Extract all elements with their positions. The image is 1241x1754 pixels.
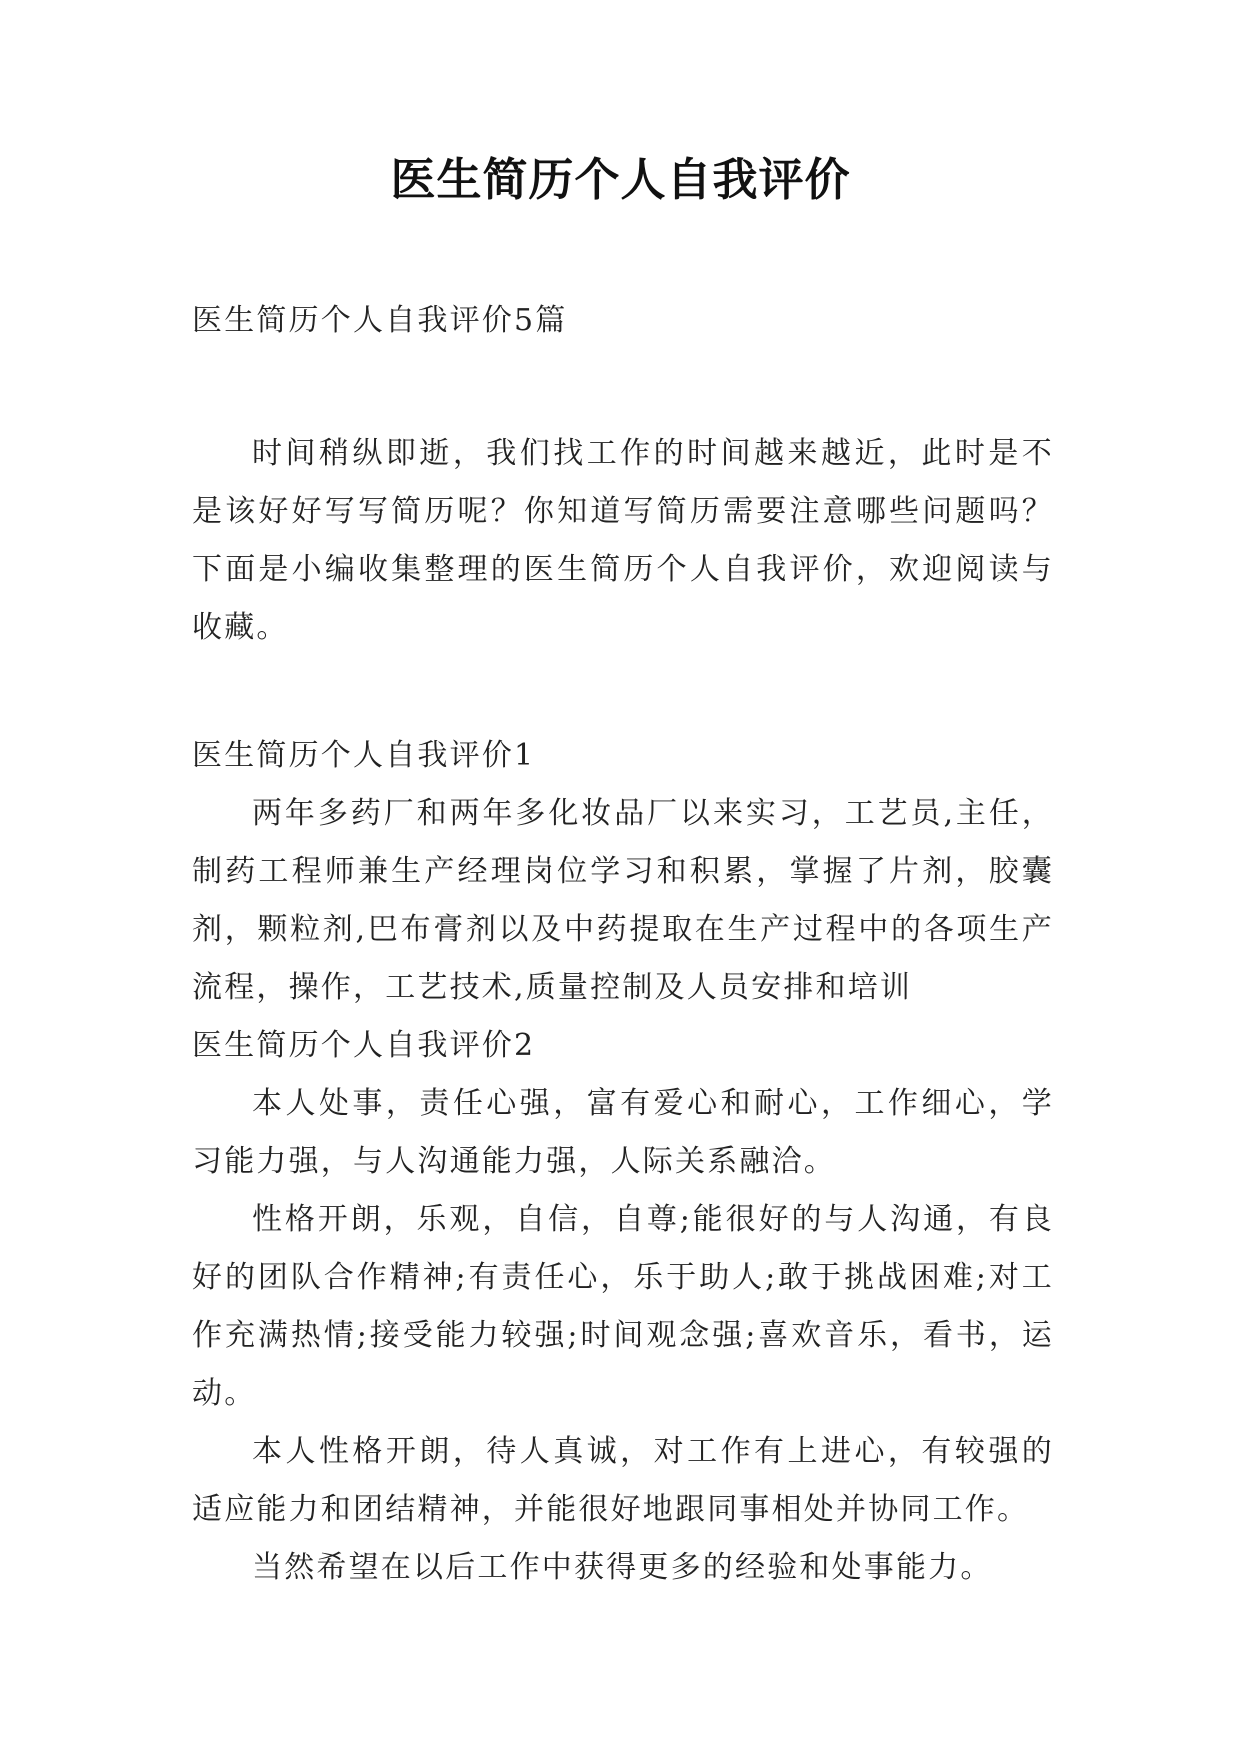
intro-paragraph: 时间稍纵即逝，我们找工作的时间越来越近，此时是不是该好好写写简历呢？你知道写简历需要注意哪些问题吗？下面是小编收集整理的医生简历个人自我评价，欢迎阅读与收藏。 — [192, 436, 1054, 645]
document-title: 医生简历个人自我评价 — [390, 153, 851, 206]
section-2-paragraph-1: 本人处事，责任心强，富有爱心和耐心，工作细心，学习能力强，与人沟通能力强，人际关系融洽。 — [192, 1086, 1054, 1179]
document-subtitle: 医生简历个人自我评价5篇 — [192, 303, 568, 338]
section-1-heading: 医生简历个人自我评价1 — [192, 738, 536, 773]
document-body — [192, 292, 1054, 1597]
section-2-paragraph-4: 当然希望在以后工作中获得更多的经验和处事能力。 — [252, 1550, 993, 1585]
section-2-heading: 医生简历个人自我评价2 — [192, 1028, 536, 1063]
section-2-paragraph-3: 本人性格开朗，待人真诚，对工作有上进心，有较强的适应能力和团结精神，并能很好地跟同事相处并协同工作。 — [192, 1434, 1054, 1527]
section-2-paragraph-2: 性格开朗，乐观，自信，自尊;能很好的与人沟通，有良好的团队合作精神;有责任心，乐于助人;敢于挑战困难;对工作充满热情;接受能力较强;时间观念强;喜欢音乐，看书，运动。 — [192, 1202, 1054, 1411]
section-1-paragraph: 两年多药厂和两年多化妆品厂以来实习，工艺员,主任，制药工程师兼生产经理岗位学习和积累，掌握了片剂，胶囊剂，颗粒剂,巴布膏剂以及中药提取在生产过程中的各项生产流程，操作，工艺技术,质量控制及人员安排和培训 — [192, 796, 1054, 1005]
